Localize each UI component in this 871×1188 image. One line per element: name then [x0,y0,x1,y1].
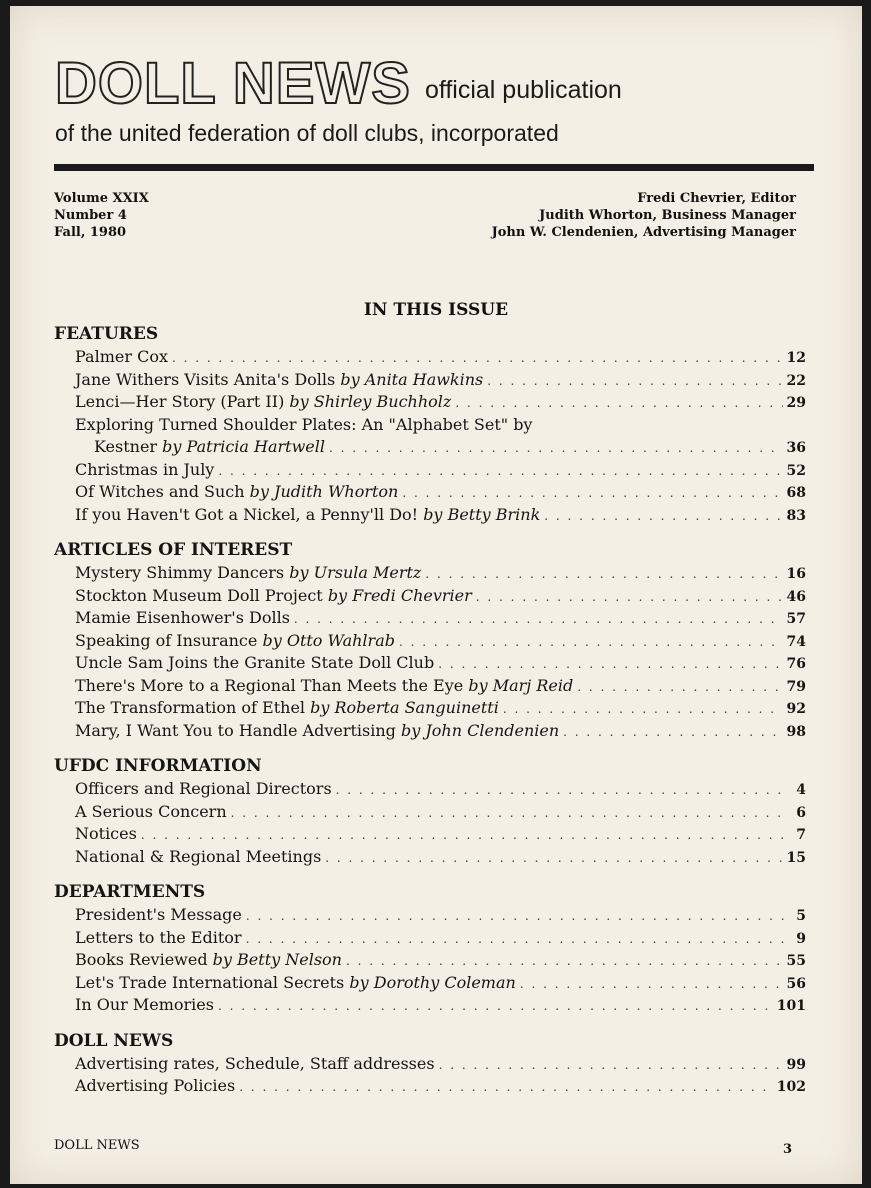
entry-page: 99 [786,1056,806,1073]
magazine-page [10,6,862,1184]
entry-title-wrap [75,369,483,392]
by-word: by [423,504,443,524]
leader-dots [544,505,782,528]
entry-page: 52 [786,462,806,479]
leader-dots [425,563,782,586]
entry-page: 68 [786,485,806,501]
toc-entry[interactable] [75,1053,806,1076]
entry-title: In Our Memories [75,995,214,1014]
business-manager-credit: Judith Whorton, Business Manager [539,208,796,223]
features-entries [54,346,806,526]
entry-title: The Transformation of Ethel [75,698,306,717]
section-title-departments: DEPARTMENTS [54,882,206,902]
section-gap [54,526,806,538]
toc-entry[interactable] [75,459,806,482]
leader-dots [399,631,783,654]
leader-dots [218,995,773,1018]
entry-title: Of Witches and Such [75,482,245,501]
by-word: by [289,392,309,411]
volume-label: Volume XXIX [54,191,149,206]
toc-entry[interactable] [75,801,806,824]
leader-dots [438,653,782,676]
entry-title: Uncle Sam Joins the Granite State Doll Club [75,653,435,672]
entry-page: 92 [786,701,806,717]
entry-page: 12 [786,350,806,366]
entry-title: Books Reviewed [75,950,208,969]
table-of-contents [54,322,806,1098]
entry-title-wrap [75,675,573,698]
by-word: by [310,698,330,717]
entry-page: 5 [796,908,806,924]
entry-author: Ursula Mertz [313,563,422,582]
entry-page: 74 [786,633,806,650]
entry-title-wrap [75,720,559,743]
editor-credit: Fredi Chevrier, Editor [637,191,796,206]
number-label: Number 4 [54,208,127,223]
entry-page: 76 [786,656,806,672]
entry-author: Marj Reid [492,675,574,695]
entry-title-wrap [75,562,421,585]
entry-title-wrap [75,391,451,414]
leader-dots [246,928,786,951]
toc-entry[interactable] [75,994,806,1017]
entry-title-wrap [75,630,395,653]
entry-title: Stockton Museum Doll Project [75,585,323,605]
entry-title-wrap [75,504,540,527]
toc-entry[interactable] [75,391,806,414]
toc-entry[interactable] [75,1075,806,1098]
entry-page: 57 [786,611,806,627]
ufdc-entries [54,778,806,868]
entry-title: Christmas in July [75,459,215,479]
entry-title: There's More to a Regional Than Meets the Eye [75,675,464,695]
toc-entry[interactable] [75,481,806,504]
header-rule [54,164,814,171]
entry-author: Patricia Hartwell [186,437,325,456]
entry-title: Mary, I Want You to Handle Advertising [75,720,396,740]
toc-entry[interactable] [75,904,806,927]
entry-title: Letters to the Editor [75,927,242,947]
by-word: by [212,950,232,969]
entry-title: Lenci—Her Story (Part II) [75,392,285,411]
entry-page: 29 [786,395,806,411]
toc-heading: IN THIS ISSUE [363,300,509,320]
entry-page: 22 [786,372,806,389]
leader-dots [503,698,783,721]
logo-row [55,51,815,116]
by-word: by [289,563,309,582]
toc-entry[interactable] [75,346,806,369]
entry-author: Judith Whorton [274,482,399,501]
entry-page: 36 [786,440,806,456]
toc-entry[interactable] [75,630,806,653]
by-word: by [162,437,182,456]
entry-title-wrap [75,697,499,720]
entry-author: Fredi Chevrier [352,585,472,605]
section-title-doll-news: DOLL NEWS [54,1030,174,1051]
departments-entries [54,904,806,1017]
entry-author: Betty Nelson [237,950,342,969]
toc-entry[interactable] [75,972,806,995]
leader-dots [172,347,783,370]
toc-entry[interactable] [75,927,806,950]
entry-title: Jane Withers Visits Anita's Dolls [75,369,336,389]
entry-title: Mystery Shimmy Dancers [75,563,285,582]
entry-title: President's Message [75,905,242,924]
leader-dots [336,779,786,802]
leader-dots [231,802,786,825]
entry-title-wrap [75,949,342,972]
entry-page: 15 [786,849,806,866]
section-title-ufdc: UFDC INFORMATION [54,756,262,776]
entry-title: National & Regional Meetings [75,846,322,866]
leader-dots [455,392,782,415]
entry-page: 46 [786,588,806,605]
entry-author: Betty Brink [447,504,541,524]
entry-page: 56 [786,975,806,992]
toc-entry[interactable] [75,652,806,675]
by-word: by [340,369,360,389]
entry-page: 6 [796,804,806,821]
leader-dots [520,973,783,996]
entry-title-wrap [75,585,472,608]
entry-page: 102 [776,1079,806,1095]
section-gap [54,1017,806,1029]
entry-title: Kestner [94,437,158,456]
entry-title: Notices [75,824,137,843]
tagline-federation: of the united federation of doll clubs, incorporated [55,120,559,146]
entry-page: 4 [796,782,806,798]
entry-title: Palmer Cox [75,347,168,366]
by-word: by [468,675,488,695]
by-word: by [349,972,369,992]
entry-title: Mamie Eisenhower's Dolls [75,608,290,627]
section-title-features: FEATURES [54,324,159,344]
by-word: by [327,585,348,605]
masthead [55,51,815,147]
doll-news-entries [54,1053,806,1098]
entry-author: Roberta Sanguinetti [334,698,499,717]
leader-dots [246,905,786,928]
toc-entry[interactable] [75,778,806,801]
footer-page-number: 3 [782,1142,792,1157]
entry-title-wrap [75,972,516,995]
entry-title: A Serious Concern [75,801,227,821]
toc-entry[interactable] [75,675,806,698]
advertising-manager-credit: John W. Clendenien, Advertising Manager [491,225,796,240]
leader-dots [439,1054,783,1077]
leader-dots [325,847,782,870]
leader-dots [402,482,782,505]
entry-title: Advertising Policies [75,1076,236,1095]
leader-dots [563,721,782,744]
entry-author: Anita Hawkins [364,369,484,389]
toc-entry[interactable] [75,562,806,585]
by-word: by [401,720,421,740]
issue-info [54,190,149,241]
leader-dots [329,437,783,460]
toc-entry[interactable] [75,585,806,608]
season-label: Fall, 1980 [54,225,127,240]
leader-dots [294,608,783,631]
entry-title: Let's Trade International Secrets [75,972,345,992]
articles-entries [54,562,806,742]
entry-title-wrap [75,481,398,504]
leader-dots [141,824,786,847]
toc-entry-multiline[interactable] [75,414,806,459]
entry-continuation [75,436,806,459]
entry-page: 9 [796,930,806,947]
toc-entry[interactable] [75,720,806,743]
staff-list [492,190,796,241]
section-gap [54,868,806,880]
leader-dots [487,370,782,393]
entry-page: 16 [786,566,806,582]
footer-publication: DOLL NEWS [54,1138,140,1153]
toc-entry[interactable] [75,697,806,720]
tagline-official: official publication [424,75,622,104]
entry-page: 7 [796,827,806,843]
entry-title-line1: Exploring Turned Shoulder Plates: An "Alphabet Set" by [75,414,533,434]
leader-dots [239,1076,773,1099]
entry-title: If you Haven't Got a Nickel, a Penny'll Do! [75,504,419,524]
toc-entry[interactable] [75,607,806,630]
entry-title: Speaking of Insurance [75,630,258,650]
entry-title: Officers and Regional Directors [75,779,332,798]
leader-dots [346,950,783,973]
entry-page: 98 [786,723,806,740]
leader-dots [577,676,782,699]
toc-entry[interactable] [75,846,806,869]
toc-entry[interactable] [75,823,806,846]
toc-entry[interactable] [75,949,806,972]
leader-dots [476,586,783,609]
entry-title-wrap [94,436,325,459]
leader-dots [218,460,782,483]
by-word: by [249,482,269,501]
entry-author: John Clendenien [425,720,560,740]
entry-author: Otto Wahlrab [286,630,395,650]
entry-author: Dorothy Coleman [373,972,516,992]
entry-page: 55 [786,953,806,969]
by-word: by [262,630,282,650]
section-title-articles: ARTICLES OF INTEREST [54,540,293,560]
entry-title: Advertising rates, Schedule, Staff addresses [75,1053,435,1073]
entry-author: Shirley Buchholz [313,392,452,411]
toc-entry[interactable] [75,504,806,527]
entry-page: 101 [776,998,806,1014]
toc-entry[interactable] [75,369,806,392]
entry-page: 79 [786,678,806,695]
section-gap [54,742,806,754]
entry-page: 83 [786,507,806,524]
doll-news-logo: DOLL NEWS [55,51,411,116]
